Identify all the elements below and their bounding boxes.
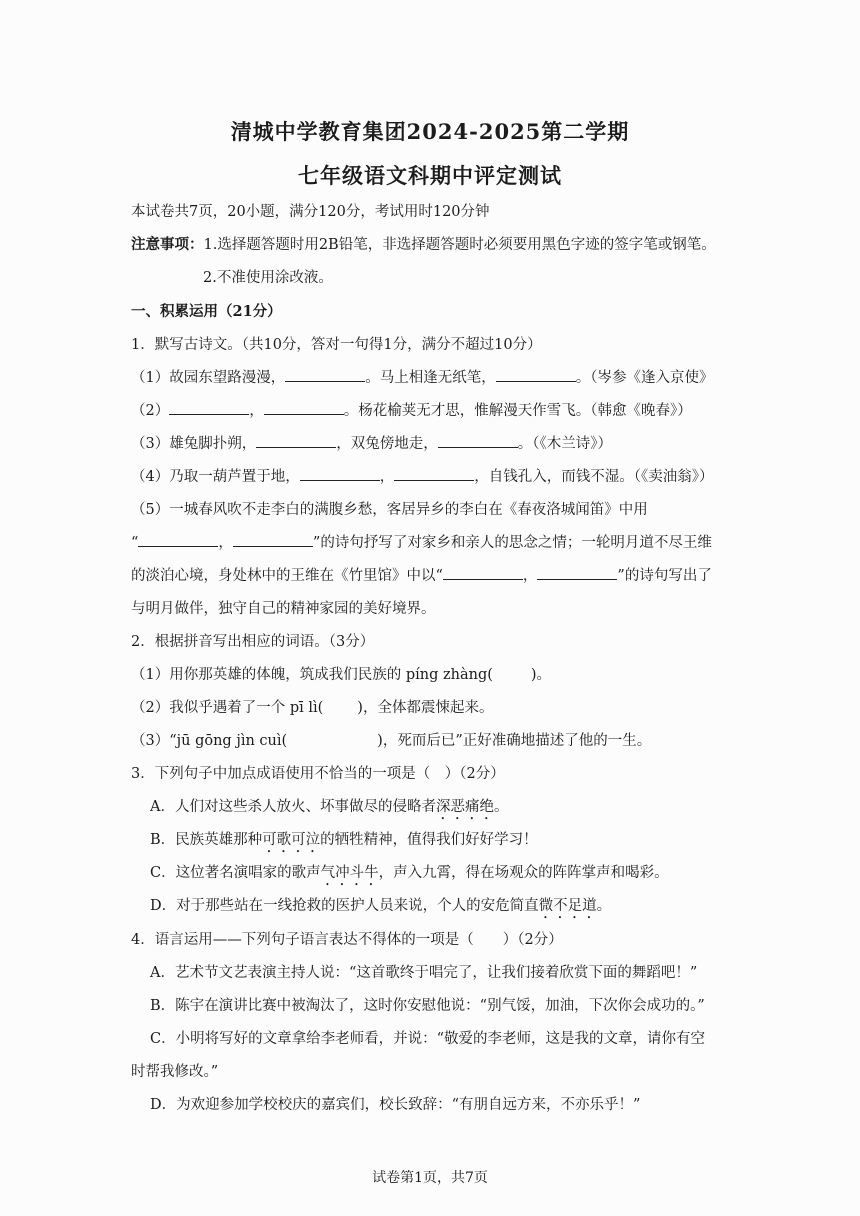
answer-blank[interactable] [438,434,518,448]
comma: ， [522,568,538,584]
q1-item-5-line-2-text: ”的诗句抒写了对家乡和亲人的思念之情；一轮明月道不尽王维 [312,535,712,551]
q2-item-1 [131,665,551,685]
period: 。 [596,898,612,914]
answer-blank[interactable] [138,533,218,547]
q1-item-5-line-3-text-b: ”的诗句写出了 [617,568,712,584]
q1-item-5-line-3-text-a: 的淡泊心境，身处林中的王维在《竹里馆》中以“ [131,568,443,584]
q2-item-3 [131,731,651,751]
q4-option-d: D．为欢迎参加学校校庆的嘉宾们，校长致辞：“有朋自远方来，不亦乐乎！” [150,1097,641,1113]
q1-item-3-text-a: （3）雄兔脚扑朔， [131,436,257,452]
q1-item-2-text-b: ， [249,403,264,419]
answer-blank[interactable] [256,434,336,448]
exam-info: 本试卷共7页，20小题，满分120分，考试用时120分钟 [131,204,490,220]
q1-item-2-text-a: （2） [131,403,170,419]
q1-item-5-line-4: 与明月做伴，独守自己的精神家园的美好境界。 [131,601,436,617]
q1-item-5-line-1: （5）一城春风吹不走李白的满腹乡愁，客居异乡的李白在《春夜洛城闻笛》中用 [131,502,648,518]
notice-item-2: 2.不准使用涂改液。 [203,270,333,286]
q1-stem: 1．默写古诗文。（共10分，答对一句得1分，满分不超过10分） [131,337,542,353]
notice-line-1 [131,235,716,255]
period: 。 [493,799,509,815]
q2-item-2 [131,698,493,718]
q3-option-b-text-b: 的牺牲精神，值得我们好好学习！ [320,832,538,848]
q1-item-1-text-b: 。马上相逢无纸笔， [365,370,496,386]
q4-option-b: B．陈宇在演讲比赛中被淘汰了，这时你安慰他说：“别气馁，加油，下次你会成功的。” [150,998,705,1014]
q2-item-2-text-a: （2）我似乎遇着了一个 pī lì( [131,700,324,716]
q2-stem: 2．根据拼音写出相应的词语。（3分） [131,634,375,650]
dotted-idiom: 深恶痛绝 [435,799,494,815]
dotted-idiom: 可歌可泣 [262,832,321,848]
q2-item-2-text-b: )，全体都震悚起来。 [357,700,494,716]
section-heading: 一、积累运用（21分） [131,303,282,320]
q4-option-a: A．艺术节文艺表演主持人说：“这首歌终于唱完了，让我们接着欣赏下面的舞蹈吧！” [150,965,698,981]
q3-stem: 3．下列句子中加点成语使用不恰当的一项是（ ）（2分） [131,766,505,782]
q1-item-1-text-c: 。（岑参《逢入京使》 [575,370,714,386]
q1-item-4-text-a: （4）乃取一葫芦置于地， [131,469,300,485]
page-footer: 试卷第1页，共7页 [372,1170,488,1186]
q1-item-4-text-b: ， [379,469,395,485]
q3-option-c-text-b: ，声入九霄，得在场观众的阵阵掌声和喝彩。 [378,865,669,881]
exam-title: 清城中学教育集团2024-2025第二学期 [230,119,630,144]
q3-option-a-text: A．人们对这些杀人放火、坏事做尽的侵略者 [150,799,436,815]
answer-blank[interactable] [394,467,474,481]
answer-blank[interactable] [169,401,249,415]
q1-item-5-line-3 [131,566,712,586]
dotted-idiom: 微不足道 [538,898,597,914]
comma: ， [218,535,233,551]
q1-item-1 [131,368,713,388]
q1-item-5-line-2 [131,533,712,553]
q3-option-b-text-a: B．民族英雄那种 [150,832,263,848]
q4-option-c-line-1: C．小明将写好的文章拿给李老师看，并说：“敬爱的李老师，这是我的文章，请你有空 [150,1031,706,1047]
answer-blank[interactable] [264,401,344,415]
q1-item-3-text-c: 。（《木兰诗》） [517,436,612,452]
q1-item-3 [131,434,612,454]
q3-option-a [150,797,508,823]
q1-item-2-text-c: 。杨花榆荚无才思，惟解漫天作雪飞。（韩愈《晚春》） [343,403,692,419]
q2-item-1-text-a: （1）用你那英雄的体魄，筑成我们民族的 píng zhàng( [131,667,493,683]
q3-option-d-text-a: D．对于那些站在一线抢救的医护人员来说，个人的安危简直 [150,898,539,914]
answer-blank[interactable] [233,533,313,547]
q1-item-3-text-b: ，双兔傍地走， [336,436,438,452]
answer-blank[interactable] [537,566,617,580]
q2-item-3-text-b: )，死而后已”正好准确地描述了他的一生。 [377,733,652,749]
dotted-idiom: 气冲斗牛 [320,865,379,881]
answer-blank[interactable] [443,566,523,580]
q3-option-c [150,863,669,889]
q1-item-4 [131,467,713,487]
q3-option-d [150,896,611,922]
q1-item-1-text-a: （1）故园东望路漫漫， [131,370,286,386]
q4-stem: 4．语言运用——下列句子语言表达不得体的一项是（ ）（2分） [131,932,563,948]
notice-label: 注意事项： [131,236,204,253]
q1-item-4-text-c: ，自钱孔入，而钱不湿。（《卖油翁》） [474,469,714,485]
quote-open: “ [131,535,139,551]
exam-subtitle: 七年级语文科期中评定测试 [298,163,562,188]
q3-option-b [150,830,538,856]
q2-item-3-text-a: （3）“jū gōng jìn cuì( [131,733,288,749]
q1-item-2 [131,401,692,421]
q3-option-c-text-a: C．这位著名演唱家的歌声 [150,865,321,881]
answer-blank[interactable] [300,467,380,481]
q2-item-1-text-b: )。 [530,667,552,683]
q4-option-c-line-2: 时帮我修改。” [131,1064,219,1080]
answer-blank[interactable] [496,368,576,382]
answer-blank[interactable] [285,368,365,382]
notice-item-1: 1.选择题答题时用2B铅笔，非选择题答题时必须要用黑色字迹的签字笔或钢笔。 [203,237,716,253]
